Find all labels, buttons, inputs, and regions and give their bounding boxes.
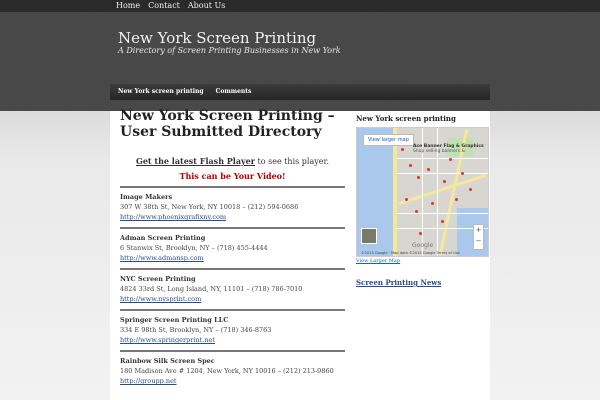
nav-contact-link[interactable]: Contact xyxy=(148,1,180,10)
business-name: NYC Screen Printing xyxy=(120,275,196,283)
screen-printing-news-link[interactable]: Screen Printing News xyxy=(356,278,442,287)
map-pin[interactable] xyxy=(405,198,408,201)
satellite-toggle[interactable] xyxy=(361,228,377,244)
map-credits: ©2015 Google · Map data ©2015 Google Terms of Use xyxy=(361,251,460,255)
top-navigation xyxy=(0,0,600,12)
map-pin[interactable] xyxy=(461,172,464,175)
map-pin[interactable] xyxy=(449,158,452,161)
business-website-link[interactable]: http://groupp.net xyxy=(120,377,177,385)
map-street xyxy=(397,158,488,159)
business-name: Springer Screen Printing LLC xyxy=(120,316,229,324)
map-business-subtitle: Shop selling banners & xyxy=(413,149,465,154)
nav-about-link[interactable]: About Us xyxy=(187,1,226,10)
map-pin[interactable] xyxy=(419,232,422,235)
view-larger-map-link[interactable]: View Larger Map xyxy=(356,258,401,264)
business-address: 334 E 98th St, Brooklyn, NY – (718) 346-8763 xyxy=(120,326,272,334)
map-pin[interactable] xyxy=(441,220,444,223)
map-pin[interactable] xyxy=(443,180,446,183)
flash-notice-text: to see this player. xyxy=(254,157,329,166)
map-pin[interactable] xyxy=(409,164,412,167)
site-title[interactable]: New York Screen Printing xyxy=(118,29,317,47)
view-larger-map-button[interactable]: View larger map xyxy=(363,134,414,146)
map-pin[interactable] xyxy=(431,202,434,205)
business-website-link[interactable]: http://www.springerprint.net xyxy=(120,336,215,344)
business-website-link[interactable]: http://www.admansp.com xyxy=(120,254,204,262)
business-name: Adman Screen Printing xyxy=(120,234,206,242)
business-website-link[interactable]: http://www.nysprint.com xyxy=(120,295,202,303)
content-area xyxy=(110,108,490,400)
map-widget-title: New York screen printing xyxy=(356,114,456,123)
nav-comments-link[interactable]: Comments xyxy=(215,88,252,95)
map-pin[interactable] xyxy=(417,176,420,179)
nav-category-link[interactable]: New York screen printing xyxy=(118,88,204,95)
map-street xyxy=(397,173,488,174)
map-zoom-control xyxy=(473,224,484,250)
nav-home-link[interactable]: Home xyxy=(116,1,141,10)
map-pin[interactable] xyxy=(469,188,472,191)
map-pin[interactable] xyxy=(427,168,430,171)
map-business-name: Ace Banner Flag & Graphics xyxy=(413,144,484,149)
business-address: 6 Stanwix St, Brooklyn, NY – (718) 455-4444 xyxy=(120,244,268,252)
map-business-label[interactable] xyxy=(413,144,484,154)
map-pin[interactable] xyxy=(415,210,418,213)
map-highway xyxy=(393,128,397,256)
category-navigation xyxy=(110,84,490,100)
list-item xyxy=(120,309,345,345)
map-street xyxy=(397,213,488,214)
site-tagline: A Directory of Screen Printing Businesses in New York xyxy=(118,46,341,55)
embedded-map[interactable] xyxy=(356,127,489,257)
business-name: Rainbow Silk Screen Spec xyxy=(120,357,215,365)
business-name: Image Makers xyxy=(120,193,173,201)
business-address: 180 Madison Ave # 1204, New York, NY 10016 – (212) 213-9860 xyxy=(120,367,334,375)
list-item xyxy=(120,186,345,222)
list-item xyxy=(120,227,345,263)
map-pin[interactable] xyxy=(401,148,404,151)
sidebar xyxy=(356,111,489,287)
flash-player-link[interactable]: Get the latest Flash Player xyxy=(136,156,255,166)
post-title: New York Screen Printing – User Submitted Directory xyxy=(120,108,335,140)
google-logo: Google xyxy=(412,242,434,249)
business-address: 4824 33rd St, Long Island, NY, 11101 – (718) 786-7010 xyxy=(120,285,303,293)
zoom-in-button[interactable]: + xyxy=(475,226,482,234)
video-placeholder-text: This can be Your Video! xyxy=(179,171,286,181)
list-item xyxy=(120,268,345,304)
business-website-link[interactable]: http://www.phoenixgrafixny.com xyxy=(120,213,227,221)
flash-notice xyxy=(120,156,345,166)
map-highway xyxy=(399,174,486,205)
map-pin[interactable] xyxy=(455,198,458,201)
list-item xyxy=(120,350,345,386)
business-address: 307 W 38th St, New York, NY 10018 – (212) 594-0686 xyxy=(120,203,299,211)
main-column xyxy=(120,108,345,386)
zoom-out-button[interactable]: − xyxy=(475,237,482,245)
